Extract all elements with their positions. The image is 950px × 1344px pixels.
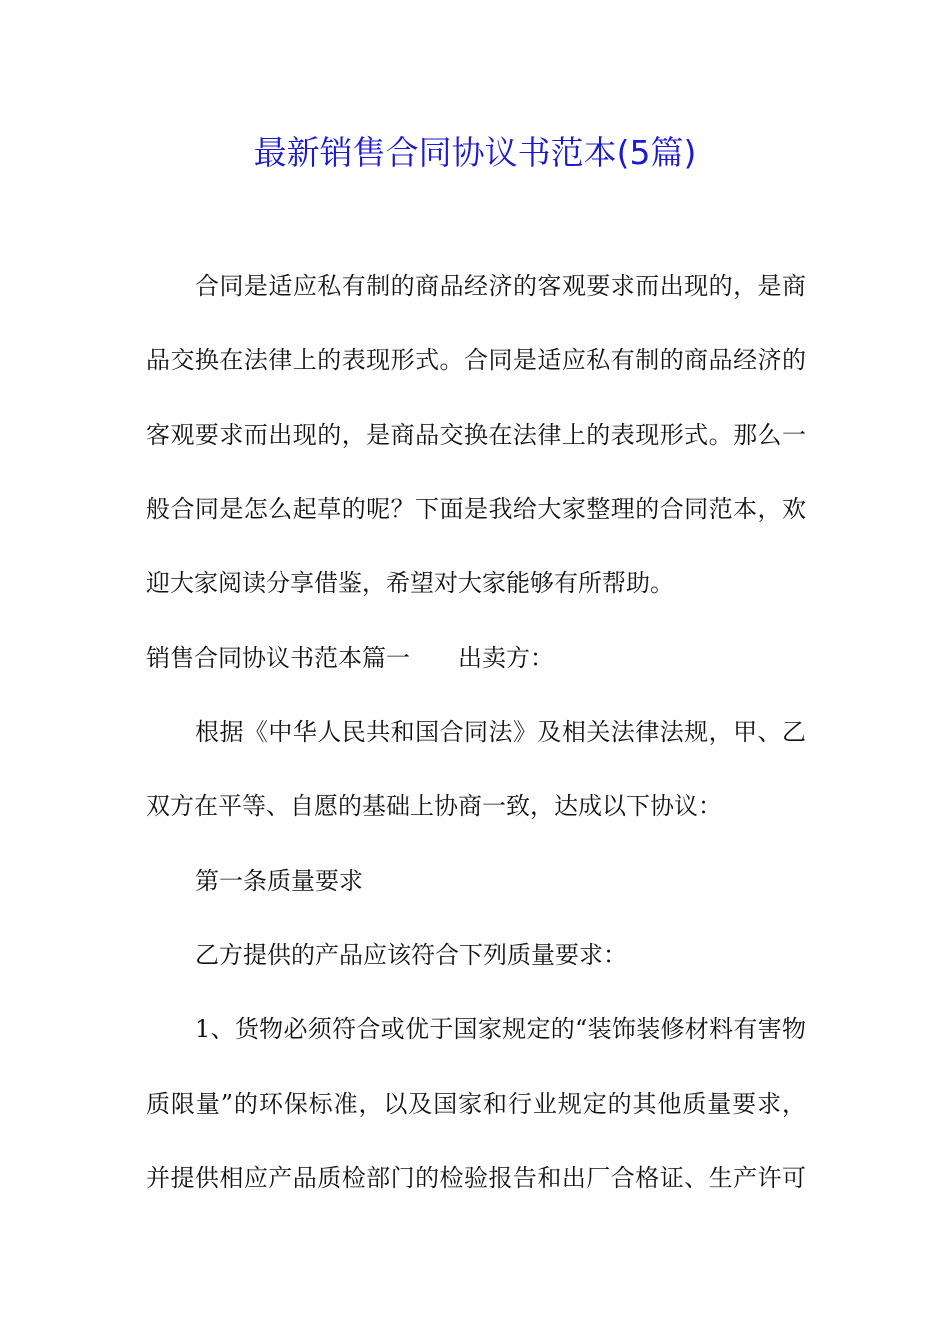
intro-line-4: 般合同是怎么起草的呢？下面是我给大家整理的合同范本，欢 [146, 495, 806, 523]
item-1-line-1: 1、货物必须符合或优于国家规定的“装饰装修材料有害物 [195, 1015, 806, 1043]
document-title: 最新销售合同协议书范本(5篇) [253, 133, 697, 172]
item-1-line-2: 质限量”的环保标准，以及国家和行业规定的其他质量要求， [146, 1090, 806, 1118]
quality-intro: 乙方提供的产品应该符合下列质量要求： [195, 941, 627, 969]
seller-label: 出卖方： [458, 644, 554, 672]
section-heading: 销售合同协议书范本篇一 [146, 644, 410, 672]
basis-line-2: 双方在平等、自愿的基础上协商一致，达成以下协议： [146, 792, 722, 820]
intro-line-5: 迎大家阅读分享借鉴，希望对大家能够有所帮助。 [146, 569, 674, 597]
article-1-title: 第一条质量要求 [195, 867, 363, 895]
item-1-line-3: 并提供相应产品质检部门的检验报告和出厂合格证、生产许可 [146, 1164, 806, 1192]
intro-line-1: 合同是适应私有制的商品经济的客观要求而出现的，是商 [195, 272, 806, 300]
basis-line-1: 根据《中华人民共和国合同法》及相关法律法规，甲、乙 [195, 718, 806, 746]
section-heading-row [146, 638, 806, 678]
intro-line-2: 品交换在法律上的表现形式。合同是适应私有制的商品经济的 [146, 346, 806, 374]
intro-line-3: 客观要求而出现的，是商品交换在法律上的表现形式。那么一 [146, 421, 806, 449]
